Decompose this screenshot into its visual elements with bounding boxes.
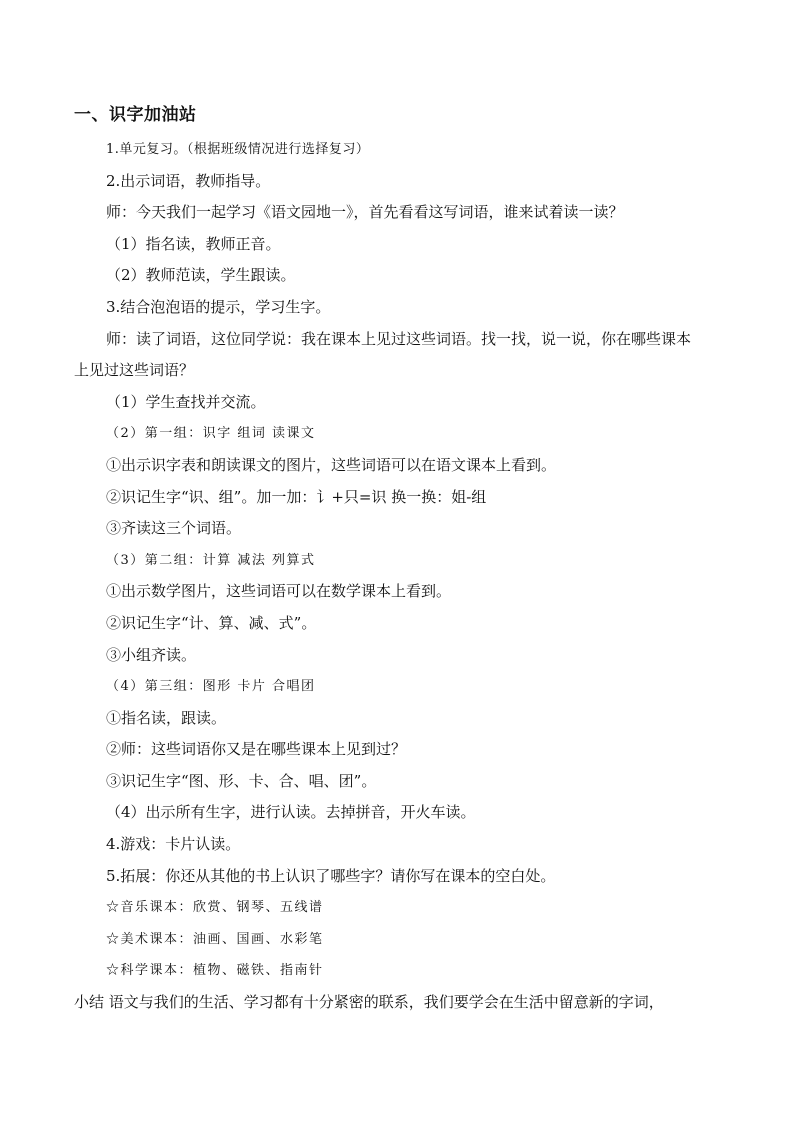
text-line: ②师：这些词语你又是在哪些课本上见到过？ (106, 740, 407, 759)
text-line: 小结 语文与我们的生活、学习都有十分紧密的联系，我们要学会在生活中留意新的字词， (74, 993, 664, 1012)
text-line: 师：读了词语，这位同学说：我在课本上见过这些词语。找一找，说一说，你在哪些课本 (106, 329, 692, 348)
text-line: ②识记生字“计、算、减、式”。 (106, 613, 317, 632)
text-line: 4.游戏：卡片认读。 (106, 835, 241, 854)
section-heading: 一、识字加油站 (74, 105, 197, 125)
text-line: 师：今天我们一起学习《语文园地一》，首先看看这写词语，谁来试着读一读？ (106, 203, 624, 222)
text-line: ①出示识字表和朗读课文的图片，这些词语可以在语文课本上看到。 (106, 455, 557, 474)
text-line: 5.拓展：你还从其他的书上认识了哪些字？请你写在课本的空白处。 (106, 866, 556, 885)
text-line: 2.出示词语，教师指导。 (106, 171, 271, 190)
text-line: ①出示数学图片，这些词语可以在数学课本上看到。 (106, 582, 452, 601)
text-line: （1）指名读，教师正音。 (106, 234, 281, 253)
text-line: ③小组齐读。 (106, 645, 197, 664)
lesson-body (74, 134, 726, 1019)
text-line: （1）学生查找并交流。 (106, 392, 266, 411)
text-line: ①指名读，跟读。 (106, 708, 227, 727)
text-line: （3）第二组：计算 减法 列算式 (106, 552, 316, 568)
text-line: （4）第三组：图形 卡片 合唱团 (106, 679, 316, 695)
text-line: 上见过这些词语？ (74, 361, 195, 380)
text-line: ③齐读这三个词语。 (106, 519, 242, 538)
text-line: ③识记生字“图、形、卡、合、唱、团”。 (106, 771, 377, 790)
text-line: （2）第一组：识字 组词 读课文 (106, 426, 316, 442)
text-line: ☆科学课本：植物、磁铁、指南针 (106, 963, 324, 979)
text-line: （2）教师范读，学生跟读。 (106, 266, 296, 285)
text-line: ☆美术课本：油画、国画、水彩笔 (106, 931, 324, 947)
text-line: 3.结合泡泡语的提示，学习生字。 (106, 297, 331, 316)
text-line: ②识记生字“识、组”。加一加：讠+只=识 换一换：姐-组 (106, 487, 487, 506)
text-line: ☆音乐课本：欣赏、钢琴、五线谱 (106, 900, 324, 916)
text-line: 1.单元复习。（根据班级情况进行选择复习） (106, 142, 370, 157)
text-line: （4）出示所有生字，进行认读。去掉拼音，开火车读。 (106, 803, 476, 822)
